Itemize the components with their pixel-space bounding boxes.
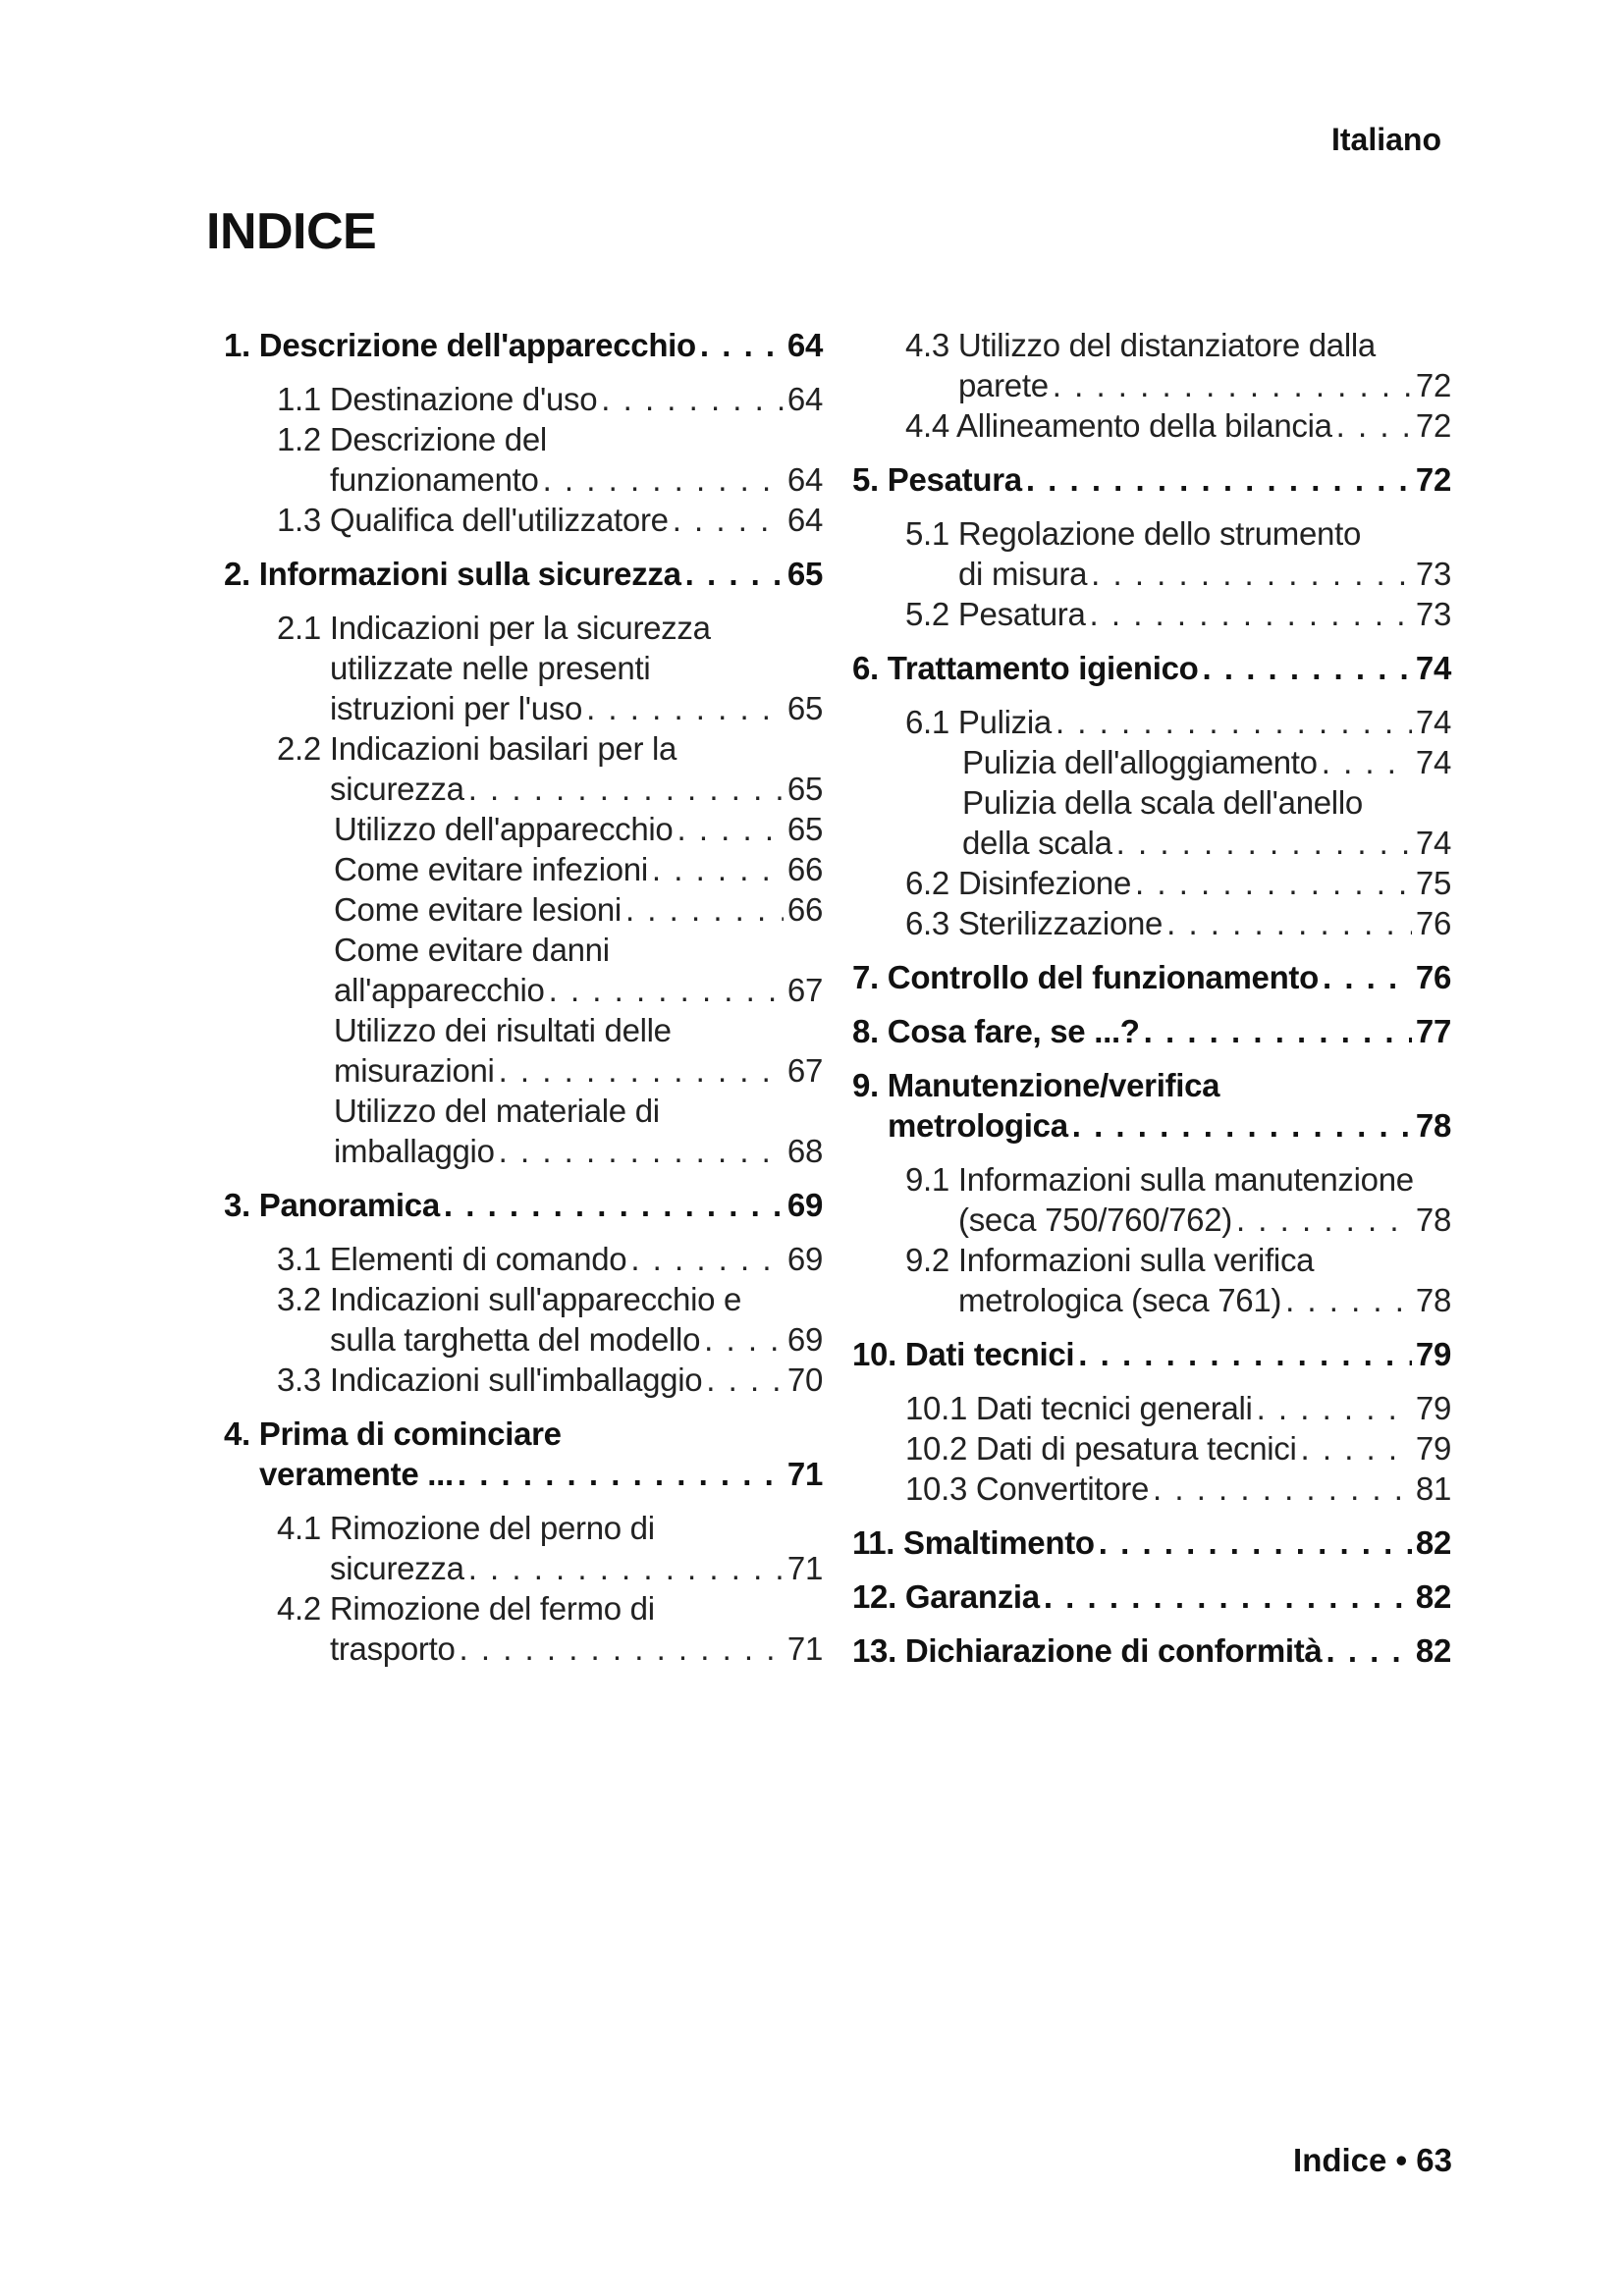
toc-entry[interactable] bbox=[277, 1239, 823, 1279]
toc-entry[interactable] bbox=[334, 930, 823, 1010]
toc-entry[interactable] bbox=[277, 379, 823, 419]
dot-leader bbox=[673, 500, 784, 540]
toc-page-number: 82 bbox=[1415, 1632, 1451, 1669]
dot-leader bbox=[685, 554, 784, 594]
toc-entry-text: 5.1 Regolazione dello strumento bbox=[905, 515, 1361, 552]
toc-entry-text: 4.2 Rimozione del fermo di bbox=[277, 1590, 655, 1627]
dot-leader bbox=[1166, 903, 1412, 943]
toc-entry[interactable] bbox=[334, 809, 823, 849]
dot-leader bbox=[1285, 1280, 1412, 1320]
dot-leader bbox=[1090, 594, 1412, 634]
dot-leader bbox=[1326, 1630, 1411, 1671]
dot-leader bbox=[586, 688, 784, 728]
toc-page-number: 71 bbox=[786, 1630, 823, 1667]
toc-entry-text: Pulizia della scala dell'anello bbox=[962, 784, 1363, 821]
toc-right-column bbox=[852, 325, 1451, 1684]
toc-page-number: 65 bbox=[786, 690, 823, 726]
toc-page-number: 76 bbox=[1415, 959, 1451, 995]
toc-entry-text: funzionamento bbox=[330, 461, 539, 498]
toc-entry-text: utilizzate nelle presenti bbox=[330, 650, 651, 686]
toc-page-number: 72 bbox=[1415, 461, 1451, 498]
toc-page-number: 69 bbox=[786, 1187, 823, 1223]
toc-page-number: 67 bbox=[786, 1052, 823, 1089]
dot-leader bbox=[1135, 863, 1412, 903]
toc-entry[interactable] bbox=[905, 405, 1451, 446]
dot-leader bbox=[1026, 459, 1412, 500]
dot-leader bbox=[652, 849, 784, 889]
dot-leader bbox=[1072, 1105, 1412, 1146]
toc-entry-text: Come evitare infezioni bbox=[334, 851, 648, 887]
toc-page-number: 78 bbox=[1415, 1201, 1451, 1238]
dot-leader bbox=[499, 1050, 784, 1091]
dot-leader bbox=[444, 1185, 784, 1225]
toc-entry-text: 4. Prima di cominciare bbox=[224, 1415, 562, 1452]
toc-entry-text: istruzioni per l'uso bbox=[330, 690, 583, 726]
dot-leader bbox=[1153, 1468, 1412, 1509]
toc-entry-text: 11. Smaltimento bbox=[852, 1524, 1095, 1561]
toc-page-number: 66 bbox=[786, 851, 823, 887]
toc-entry-text: 3.2 Indicazioni sull'apparecchio e bbox=[277, 1281, 742, 1317]
toc-page-number: 78 bbox=[1415, 1107, 1451, 1144]
toc-entry-text: Pulizia dell'alloggiamento bbox=[962, 744, 1318, 780]
toc-page-number: 64 bbox=[786, 502, 823, 538]
toc-entry[interactable] bbox=[905, 325, 1451, 405]
toc-page-number: 73 bbox=[1415, 596, 1451, 632]
toc-entry-text: 4.3 Utilizzo del distanziatore dalla bbox=[905, 327, 1376, 363]
language-label: Italiano bbox=[1330, 122, 1441, 157]
toc-entry[interactable] bbox=[334, 1010, 823, 1091]
toc-entry[interactable] bbox=[962, 742, 1451, 782]
toc-entry[interactable] bbox=[905, 1428, 1451, 1468]
dot-leader bbox=[1078, 1334, 1412, 1374]
toc-entry-text: 1.3 Qualifica dell'utilizzatore bbox=[277, 502, 669, 538]
dot-leader bbox=[1091, 554, 1412, 594]
toc-page-number: 77 bbox=[1415, 1013, 1451, 1049]
toc-page-number: 67 bbox=[786, 972, 823, 1008]
toc-entry[interactable] bbox=[905, 1388, 1451, 1428]
dot-leader bbox=[1236, 1200, 1412, 1240]
toc-entry[interactable] bbox=[905, 1468, 1451, 1509]
toc-entry-text: 3.3 Indicazioni sull'imballaggio bbox=[277, 1362, 703, 1398]
toc-page-number: 82 bbox=[1415, 1524, 1451, 1561]
toc-entry-text: misurazioni bbox=[334, 1052, 495, 1089]
toc-entry-text: 2.1 Indicazioni per la sicurezza bbox=[277, 610, 711, 646]
toc-entry-text: 10.3 Convertitore bbox=[905, 1470, 1150, 1507]
toc-entry-text: 9.2 Informazioni sulla verifica bbox=[905, 1242, 1315, 1278]
toc-entry-text: di misura bbox=[958, 556, 1088, 592]
toc-entry[interactable] bbox=[277, 419, 823, 500]
toc-entry-text: 4.4 Allineamento della bilancia bbox=[905, 407, 1332, 444]
toc-entry[interactable] bbox=[852, 648, 1451, 688]
toc-entry-text: imballaggio bbox=[334, 1133, 495, 1169]
dot-leader bbox=[468, 769, 784, 809]
dot-leader bbox=[1322, 742, 1412, 782]
toc-entry[interactable] bbox=[852, 459, 1451, 500]
toc-entry-text: 6.1 Pulizia bbox=[905, 704, 1052, 740]
dot-leader bbox=[1257, 1388, 1412, 1428]
toc-entry[interactable] bbox=[905, 863, 1451, 903]
toc-left-column bbox=[224, 325, 823, 1669]
dot-leader bbox=[460, 1629, 784, 1669]
toc-page-number: 81 bbox=[1415, 1470, 1451, 1507]
toc-entry-text: 6.2 Disinfezione bbox=[905, 865, 1132, 901]
toc-page-number: 65 bbox=[786, 811, 823, 847]
toc-entry-text: Utilizzo dell'apparecchio bbox=[334, 811, 674, 847]
dot-leader bbox=[601, 379, 784, 419]
toc-entry-text: 6.3 Sterilizzazione bbox=[905, 905, 1164, 941]
toc-entry[interactable] bbox=[277, 1588, 823, 1669]
toc-page-number: 78 bbox=[1415, 1282, 1451, 1318]
toc-entry-text: metrologica (seca 761) bbox=[958, 1282, 1282, 1318]
toc-entry[interactable] bbox=[962, 782, 1451, 863]
toc-entry-text: trasporto bbox=[330, 1630, 456, 1667]
toc-page-number: 65 bbox=[786, 771, 823, 807]
toc-entry[interactable] bbox=[334, 1091, 823, 1171]
toc-entry-text: 2. Informazioni sulla sicurezza bbox=[224, 556, 681, 592]
toc-page-number: 73 bbox=[1415, 556, 1451, 592]
toc-entry[interactable] bbox=[277, 728, 823, 809]
toc-entry-text: 6. Trattamento igienico bbox=[852, 650, 1199, 686]
dot-leader bbox=[458, 1454, 784, 1494]
toc-entry-text: all'apparecchio bbox=[334, 972, 545, 1008]
dot-leader bbox=[1203, 648, 1412, 688]
toc-entry-text: metrologica bbox=[888, 1107, 1068, 1144]
toc-page-number: 74 bbox=[1415, 744, 1451, 780]
toc-page-number: 71 bbox=[786, 1456, 823, 1492]
toc-entry[interactable] bbox=[852, 1011, 1451, 1051]
dot-leader bbox=[1323, 957, 1412, 997]
dot-leader bbox=[543, 459, 784, 500]
toc-entry-text: 3. Panoramica bbox=[224, 1187, 440, 1223]
dot-leader bbox=[700, 325, 784, 365]
toc-entry[interactable] bbox=[277, 1360, 823, 1400]
toc-page-number: 79 bbox=[1415, 1430, 1451, 1467]
toc-page-number: 76 bbox=[1415, 905, 1451, 941]
toc-entry-text: 5. Pesatura bbox=[852, 461, 1022, 498]
toc-entry[interactable] bbox=[905, 903, 1451, 943]
dot-leader bbox=[630, 1239, 784, 1279]
toc-entry-text: 7. Controllo del funzionamento bbox=[852, 959, 1319, 995]
toc-entry[interactable] bbox=[224, 1414, 823, 1494]
toc-entry[interactable] bbox=[905, 594, 1451, 634]
toc-page-number: 69 bbox=[786, 1321, 823, 1358]
toc-page-number: 65 bbox=[786, 556, 823, 592]
toc-entry-text: sicurezza bbox=[330, 771, 464, 807]
toc-entry-text: veramente ... bbox=[259, 1456, 454, 1492]
toc-entry-text: 8. Cosa fare, se ...? bbox=[852, 1013, 1140, 1049]
dot-leader bbox=[1144, 1011, 1412, 1051]
toc-entry-text: parete bbox=[958, 367, 1049, 403]
dot-leader bbox=[549, 970, 784, 1010]
toc-page-number: 79 bbox=[1415, 1390, 1451, 1426]
dot-leader bbox=[1116, 823, 1412, 863]
dot-leader bbox=[1053, 365, 1412, 405]
toc-entry-text: 13. Dichiarazione di conformità bbox=[852, 1632, 1323, 1669]
toc-entry-text: sulla targhetta del modello bbox=[330, 1321, 701, 1358]
toc-entry-text: 3.1 Elementi di comando bbox=[277, 1241, 627, 1277]
toc-entry[interactable] bbox=[852, 1576, 1451, 1617]
dot-leader bbox=[1056, 702, 1412, 742]
toc-page-number: 64 bbox=[786, 381, 823, 417]
toc-entry[interactable] bbox=[334, 849, 823, 889]
toc-page-number: 64 bbox=[786, 327, 823, 363]
toc-entry-text: 4.1 Rimozione del perno di bbox=[277, 1510, 655, 1546]
toc-entry-text: Utilizzo del materiale di bbox=[334, 1093, 660, 1129]
dot-leader bbox=[704, 1319, 784, 1360]
page-title: INDICE bbox=[206, 203, 377, 260]
dot-leader bbox=[1099, 1522, 1412, 1563]
toc-entry-text: 9. Manutenzione/verifica bbox=[852, 1067, 1220, 1103]
toc-entry-text: 10. Dati tecnici bbox=[852, 1336, 1075, 1372]
toc-entry-text: Come evitare danni bbox=[334, 932, 610, 968]
toc-entry-text: sicurezza bbox=[330, 1550, 464, 1586]
toc-entry-text: 1.1 Destinazione d'uso bbox=[277, 381, 598, 417]
toc-page-number: 79 bbox=[1415, 1336, 1451, 1372]
dot-leader bbox=[499, 1131, 784, 1171]
dot-leader bbox=[625, 889, 784, 930]
toc-entry[interactable] bbox=[224, 1185, 823, 1225]
toc-entry[interactable] bbox=[277, 1508, 823, 1588]
toc-entry[interactable] bbox=[852, 1630, 1451, 1671]
toc-page-number: 72 bbox=[1415, 407, 1451, 444]
toc-entry[interactable] bbox=[905, 513, 1451, 594]
toc-entry[interactable] bbox=[277, 608, 823, 728]
dot-leader bbox=[1336, 405, 1412, 446]
toc-entry-text: 10.1 Dati tecnici generali bbox=[905, 1390, 1253, 1426]
toc-entry-text: 2.2 Indicazioni basilari per la bbox=[277, 730, 677, 767]
toc-entry-text: 9.1 Informazioni sulla manutenzione bbox=[905, 1161, 1414, 1198]
dot-leader bbox=[1044, 1576, 1412, 1617]
toc-entry[interactable] bbox=[277, 500, 823, 540]
toc-page-number: 74 bbox=[1415, 650, 1451, 686]
toc-entry-text: 10.2 Dati di pesatura tecnici bbox=[905, 1430, 1297, 1467]
toc-page-number: 69 bbox=[786, 1241, 823, 1277]
toc-page-number: 70 bbox=[786, 1362, 823, 1398]
toc-entry[interactable] bbox=[852, 957, 1451, 997]
toc-entry[interactable] bbox=[905, 1159, 1451, 1240]
toc-page-number: 82 bbox=[1415, 1578, 1451, 1615]
toc-entry[interactable] bbox=[852, 1522, 1451, 1563]
toc-page-number: 64 bbox=[786, 461, 823, 498]
toc-entry-text: della scala bbox=[962, 825, 1112, 861]
toc-page-number: 71 bbox=[786, 1550, 823, 1586]
toc-entry[interactable] bbox=[852, 1065, 1451, 1146]
dot-leader bbox=[468, 1548, 784, 1588]
toc-entry[interactable] bbox=[277, 1279, 823, 1360]
toc-page-number: 72 bbox=[1415, 367, 1451, 403]
toc-entry[interactable] bbox=[905, 702, 1451, 742]
toc-page-number: 74 bbox=[1415, 704, 1451, 740]
page-footer: Indice • 63 bbox=[1293, 2142, 1452, 2178]
toc-entry-text: 5.2 Pesatura bbox=[905, 596, 1086, 632]
toc-entry[interactable] bbox=[334, 889, 823, 930]
dot-leader bbox=[1301, 1428, 1412, 1468]
toc-entry[interactable] bbox=[905, 1240, 1451, 1320]
toc-entry[interactable] bbox=[224, 325, 823, 365]
toc-page-number: 66 bbox=[786, 891, 823, 928]
toc-entry[interactable] bbox=[852, 1334, 1451, 1374]
toc-entry-text: 1. Descrizione dell'apparecchio bbox=[224, 327, 696, 363]
toc-entry[interactable] bbox=[224, 554, 823, 594]
toc-entry-text: Utilizzo dei risultati delle bbox=[334, 1012, 672, 1048]
toc-entry-text: (seca 750/760/762) bbox=[958, 1201, 1232, 1238]
toc-page-number: 75 bbox=[1415, 865, 1451, 901]
toc-entry-text: Come evitare lesioni bbox=[334, 891, 622, 928]
dot-leader bbox=[677, 809, 783, 849]
toc-page-number: 68 bbox=[786, 1133, 823, 1169]
toc-page-number: 74 bbox=[1415, 825, 1451, 861]
toc-entry-text: 12. Garanzia bbox=[852, 1578, 1040, 1615]
toc-entry-text: 1.2 Descrizione del bbox=[277, 421, 547, 457]
dot-leader bbox=[706, 1360, 784, 1400]
